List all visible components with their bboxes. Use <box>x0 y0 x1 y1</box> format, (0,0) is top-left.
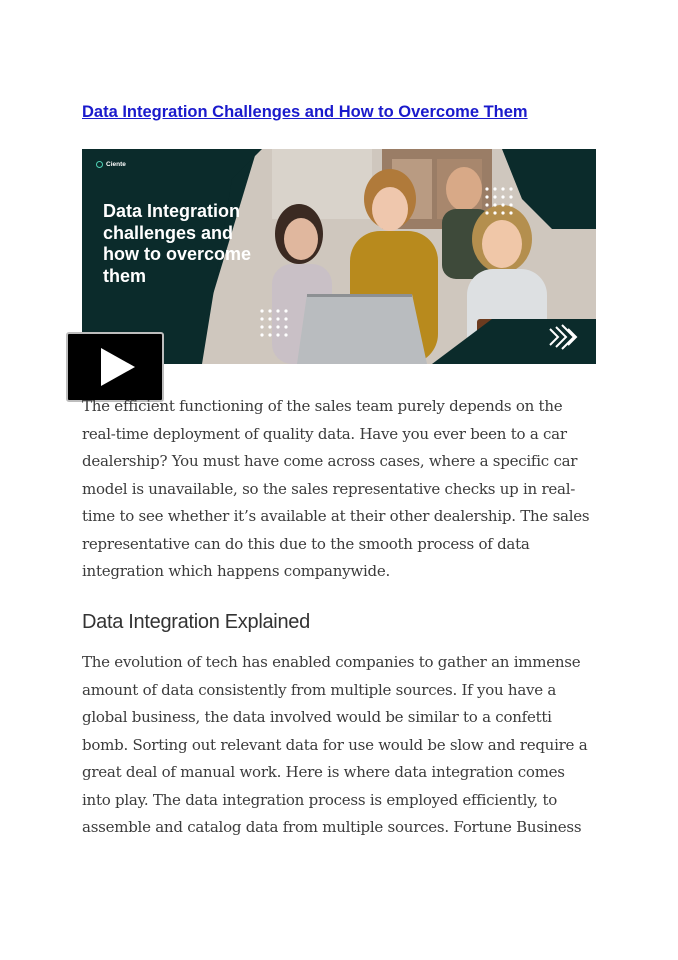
paragraph-line: great deal of manual work. Here is where data integration comes <box>82 763 565 781</box>
paragraph-line: model is unavailable, so the sales representative checks up in real- <box>82 479 576 498</box>
section-heading: Data Integration Explained <box>82 611 310 633</box>
play-icon <box>101 348 135 386</box>
paragraph-line: assemble and catalog data from multiple sources. Fortune Business <box>82 818 582 836</box>
video-play-button[interactable] <box>66 332 164 402</box>
paragraph-line: integration which happens companywide. <box>82 562 391 580</box>
paragraph-line: The evolution of tech has enabled companies to gather an immense <box>82 653 581 671</box>
paragraph-line: time to see whether it’s available at their other dealership. The sales <box>82 507 590 525</box>
paragraph-line: real-time deployment of quality data. Have you ever been to a car <box>82 424 567 443</box>
explained-paragraph <box>82 649 592 842</box>
paragraph-line: into play. The data integration process is employed efficiently, to <box>82 790 558 809</box>
paragraph-line: dealership? You must have come across cases, where a specific car <box>82 452 578 470</box>
paragraph-line: bomb. Sorting out relevant data for use would be slow and require a <box>82 735 588 754</box>
paragraph-line: representative can do this due to the smooth process of data <box>82 534 530 553</box>
hero-heading: Data Integration challenges and how to overcome them <box>103 201 252 286</box>
paragraph-line: amount of data consistently from multiple sources. If you have a <box>82 680 557 699</box>
ciente-logo <box>96 161 126 168</box>
paragraph-line: The efficient functioning of the sales team purely depends on the <box>82 397 563 415</box>
logo-text: Ciente <box>106 161 126 168</box>
paragraph-line: global business, the data involved would be similar to a confetti <box>82 708 552 726</box>
intro-paragraph <box>82 393 592 586</box>
article-title-link[interactable]: Data Integration Challenges and How to Overcome Them <box>82 103 528 121</box>
logo-icon <box>96 161 103 168</box>
